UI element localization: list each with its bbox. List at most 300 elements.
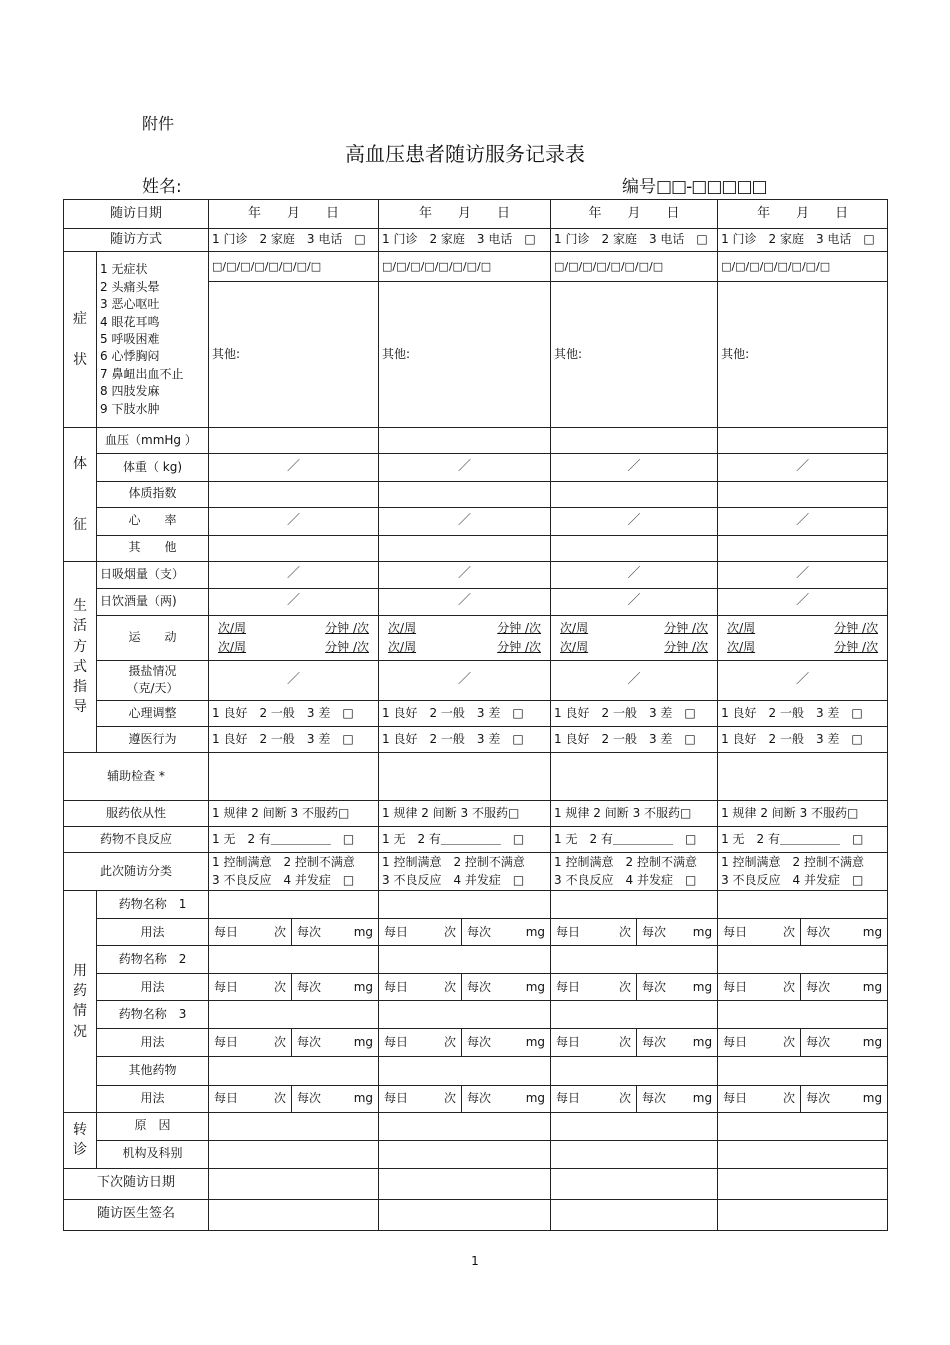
next-visit-field[interactable] — [551, 1168, 718, 1199]
salt-field[interactable]: ／ — [718, 660, 888, 700]
doctor-sign-field[interactable] — [209, 1199, 379, 1230]
form-title: 高血压患者随访服务记录表 — [345, 142, 585, 166]
heart-rate-field[interactable]: ／ — [209, 507, 379, 535]
bmi-field[interactable] — [551, 481, 718, 507]
exercise-freq: 次/周 — [560, 639, 589, 654]
daily-label: 每日 — [384, 924, 409, 939]
dose-each[interactable] — [292, 974, 379, 1001]
symptom-list — [97, 252, 209, 428]
dose-daily[interactable] — [379, 1085, 462, 1112]
dose-each[interactable] — [462, 1085, 551, 1112]
table-row — [64, 700, 888, 726]
referral-reason-label: 原 因 — [97, 1112, 209, 1140]
group-label: 症 状 — [73, 311, 87, 368]
classification-line: 3 不良反应 4 并发症 □ — [721, 872, 864, 887]
mg-label: mg — [862, 1035, 883, 1050]
drinking-field[interactable]: ／ — [718, 588, 888, 615]
aux-exam-field[interactable] — [551, 752, 718, 800]
dose-daily[interactable] — [718, 1029, 801, 1057]
dose-daily[interactable] — [379, 974, 462, 1001]
doctor-sign-field[interactable] — [551, 1199, 718, 1230]
each-label: 每次 — [642, 924, 667, 939]
each-label: 每次 — [806, 979, 831, 994]
salt-field[interactable]: ／ — [551, 660, 718, 700]
symptom-other-field[interactable]: 其他: — [379, 282, 551, 428]
mg-label: mg — [353, 1090, 374, 1105]
heart-rate-field[interactable]: ／ — [718, 507, 888, 535]
dose-daily[interactable] — [379, 1029, 462, 1057]
daily-label: 每日 — [556, 1035, 581, 1050]
adverse-options[interactable]: 1 无 2 有＿＿＿＿＿ □ — [551, 827, 718, 853]
times-label: 次 — [783, 1035, 796, 1050]
weight-field[interactable]: ／ — [718, 454, 888, 481]
drug-name-label: 药物名称 1 — [97, 891, 209, 919]
mg-label: mg — [862, 924, 883, 939]
exercise-duration: 分钟 /次 — [664, 621, 709, 636]
medication-group-label — [64, 891, 97, 1112]
table-row — [64, 853, 888, 891]
drug-name-field[interactable] — [379, 891, 551, 919]
table-row — [64, 752, 888, 800]
symptom-item: 8 四肢发麻 — [100, 384, 160, 399]
doctor-sign-label: 随访医生签名 — [64, 1199, 209, 1230]
compliance-options[interactable]: 1 良好 2 一般 3 差 □ — [209, 726, 379, 752]
table-row — [64, 1112, 888, 1140]
dose-daily[interactable] — [209, 974, 292, 1001]
visit-mode-label: 随访方式 — [64, 229, 209, 252]
doctor-sign-field[interactable] — [718, 1199, 888, 1230]
mg-label: mg — [862, 1090, 883, 1105]
table-row — [64, 1085, 888, 1112]
drinking-field[interactable]: ／ — [379, 588, 551, 615]
times-label: 次 — [444, 979, 457, 994]
times-label: 次 — [274, 979, 287, 994]
usage-label: 用法 — [97, 1085, 209, 1112]
drug-name-field[interactable] — [209, 891, 379, 919]
each-label: 每次 — [297, 1035, 322, 1050]
smoking-field[interactable]: ／ — [209, 561, 379, 588]
exercise-freq: 次/周 — [560, 621, 589, 636]
visit-date-label: 随访日期 — [64, 200, 209, 229]
adverse-options[interactable]: 1 无 2 有＿＿＿＿＿ □ — [209, 827, 379, 853]
weight-label: 体重（ kg) — [97, 454, 209, 481]
each-label: 每次 — [467, 979, 492, 994]
psych-options[interactable]: 1 良好 2 一般 3 差 □ — [209, 700, 379, 726]
each-label: 每次 — [806, 1090, 831, 1105]
visit-mode-options[interactable]: 1 门诊 2 家庭 3 电话 □ — [379, 229, 551, 252]
symptom-item: 5 呼吸困难 — [100, 332, 160, 347]
mg-label: mg — [525, 1090, 546, 1105]
symptom-item: 9 下肢水肿 — [100, 401, 160, 416]
dose-each[interactable] — [801, 974, 888, 1001]
visit-date-field[interactable]: 年 月 日 — [551, 200, 718, 229]
exercise-duration: 分钟 /次 — [497, 639, 542, 654]
bmi-field[interactable] — [379, 481, 551, 507]
classification-line: 3 不良反应 4 并发症 □ — [554, 872, 697, 887]
doctor-sign-field[interactable] — [379, 1199, 551, 1230]
referral-group-label — [64, 1112, 97, 1168]
usage-label: 用法 — [97, 1029, 209, 1057]
compliance-options[interactable]: 1 良好 2 一般 3 差 □ — [379, 726, 551, 752]
symptom-item: 3 恶心呕吐 — [100, 297, 160, 312]
psych-options[interactable]: 1 良好 2 一般 3 差 □ — [551, 700, 718, 726]
daily-label: 每日 — [214, 1035, 239, 1050]
referral-reason-field[interactable] — [551, 1112, 718, 1140]
weight-field[interactable]: ／ — [551, 454, 718, 481]
bp-field[interactable] — [718, 428, 888, 454]
drug-name-field[interactable] — [551, 1001, 718, 1029]
usage-label: 用法 — [97, 919, 209, 946]
daily-label: 每日 — [556, 1090, 581, 1105]
drug-name-field[interactable] — [209, 1057, 379, 1085]
daily-label: 每日 — [214, 979, 239, 994]
referral-institution-label: 机构及科别 — [97, 1140, 209, 1168]
table-row — [64, 1001, 888, 1029]
table-row — [64, 726, 888, 752]
dose-daily[interactable] — [718, 1085, 801, 1112]
classification-line: 1 控制满意 2 控制不满意 — [554, 855, 697, 870]
dose-daily[interactable] — [551, 919, 637, 946]
referral-reason-field[interactable] — [718, 1112, 888, 1140]
smoking-field[interactable]: ／ — [551, 561, 718, 588]
drug-name-label: 其他药物 — [97, 1057, 209, 1085]
group-label: 生 活 方 式 指 导 — [73, 597, 87, 716]
classification-options[interactable] — [551, 853, 718, 891]
visit-date-field[interactable]: 年 月 日 — [379, 200, 551, 229]
symptom-other-field[interactable]: 其他: — [209, 282, 379, 428]
next-visit-field[interactable] — [379, 1168, 551, 1199]
times-label: 次 — [619, 979, 632, 994]
group-label: 用 药 情 况 — [73, 962, 87, 1040]
signs-other-field[interactable] — [718, 535, 888, 561]
med-adherence-options[interactable]: 1 规律 2 间断 3 不服药□ — [551, 801, 718, 827]
dose-daily[interactable] — [209, 1029, 292, 1057]
classification-line: 3 不良反应 4 并发症 □ — [382, 872, 525, 887]
times-label: 次 — [619, 924, 632, 939]
drug-name-field[interactable] — [718, 1001, 888, 1029]
compliance-options[interactable]: 1 良好 2 一般 3 差 □ — [551, 726, 718, 752]
each-label: 每次 — [806, 1035, 831, 1050]
times-label: 次 — [619, 1035, 632, 1050]
visit-date-field[interactable]: 年 月 日 — [209, 200, 379, 229]
patient-code-label — [622, 172, 767, 197]
dose-each[interactable] — [462, 974, 551, 1001]
table-row — [64, 1140, 888, 1168]
compliance-label: 遵医行为 — [97, 726, 209, 752]
mg-label: mg — [525, 1035, 546, 1050]
dose-daily[interactable] — [551, 974, 637, 1001]
times-label: 次 — [783, 1090, 796, 1105]
classification-options[interactable] — [379, 853, 551, 891]
dose-each[interactable] — [801, 1029, 888, 1057]
symptom-item: 1 无症状 — [100, 262, 148, 277]
code-text: 编号 — [622, 177, 656, 197]
symptom-item: 7 鼻衄出血不止 — [100, 366, 184, 381]
page-number: 1 — [471, 1254, 479, 1268]
aux-exam-label: 辅助检查 * — [64, 752, 209, 800]
heart-rate-field[interactable]: ／ — [551, 507, 718, 535]
referral-reason-field[interactable] — [379, 1112, 551, 1140]
visit-date-field[interactable]: 年 月 日 — [718, 200, 888, 229]
times-label: 次 — [444, 1090, 457, 1105]
heart-rate-field[interactable]: ／ — [379, 507, 551, 535]
followup-form-table — [63, 199, 888, 1231]
adverse-options[interactable]: 1 无 2 有＿＿＿＿＿ □ — [718, 827, 888, 853]
bmi-label: 体质指数 — [97, 481, 209, 507]
psych-label: 心理调整 — [97, 700, 209, 726]
exercise-field[interactable] — [379, 615, 551, 660]
drug-name-field[interactable] — [379, 946, 551, 974]
weight-field[interactable]: ／ — [379, 454, 551, 481]
smoking-label: 日吸烟量（支） — [97, 561, 209, 588]
each-label: 每次 — [642, 979, 667, 994]
bp-field[interactable] — [209, 428, 379, 454]
daily-label: 每日 — [723, 1090, 748, 1105]
each-label: 每次 — [467, 1035, 492, 1050]
symptom-item: 6 心悸胸闷 — [100, 349, 160, 364]
daily-label: 每日 — [384, 979, 409, 994]
compliance-options[interactable]: 1 良好 2 一般 3 差 □ — [718, 726, 888, 752]
drug-name-field[interactable] — [551, 946, 718, 974]
drinking-field[interactable]: ／ — [551, 588, 718, 615]
exercise-duration: 分钟 /次 — [325, 621, 370, 636]
adverse-label: 药物不良反应 — [64, 827, 209, 853]
signs-other-label: 其 他 — [97, 535, 209, 561]
dose-each[interactable] — [637, 1029, 718, 1057]
classification-line: 1 控制满意 2 控制不满意 — [212, 855, 355, 870]
drug-name-label: 药物名称 3 — [97, 1001, 209, 1029]
med-adherence-options[interactable]: 1 规律 2 间断 3 不服药□ — [718, 801, 888, 827]
aux-exam-field[interactable] — [718, 752, 888, 800]
classification-options[interactable] — [209, 853, 379, 891]
attachment-label: 附件 — [142, 114, 175, 133]
table-row — [64, 919, 888, 946]
drug-name-field[interactable] — [379, 1057, 551, 1085]
symptom-group-label — [64, 252, 97, 428]
dose-each[interactable] — [292, 1029, 379, 1057]
daily-label: 每日 — [556, 979, 581, 994]
code-boxes[interactable]: □□-□□□□□ — [656, 177, 767, 197]
exercise-duration: 分钟 /次 — [834, 621, 879, 636]
referral-institution-field[interactable] — [209, 1140, 379, 1168]
referral-institution-field[interactable] — [718, 1140, 888, 1168]
aux-exam-field[interactable] — [209, 752, 379, 800]
each-label: 每次 — [806, 924, 831, 939]
times-label: 次 — [783, 979, 796, 994]
table-row — [64, 229, 888, 252]
daily-label: 每日 — [214, 1090, 239, 1105]
exercise-freq: 次/周 — [727, 621, 756, 636]
mg-label: mg — [525, 924, 546, 939]
smoking-field[interactable]: ／ — [379, 561, 551, 588]
exercise-duration: 分钟 /次 — [497, 621, 542, 636]
exercise-duration: 分钟 /次 — [325, 639, 370, 654]
dose-daily[interactable] — [209, 1085, 292, 1112]
exercise-freq: 次/周 — [218, 621, 247, 636]
smoking-field[interactable]: ／ — [718, 561, 888, 588]
aux-exam-field[interactable] — [379, 752, 551, 800]
exercise-field[interactable] — [551, 615, 718, 660]
drinking-label: 日饮酒量（两) — [97, 588, 209, 615]
drug-name-field[interactable] — [718, 1057, 888, 1085]
classification-options[interactable] — [718, 853, 888, 891]
dose-each[interactable] — [462, 919, 551, 946]
table-row — [64, 535, 888, 561]
dose-each[interactable] — [801, 919, 888, 946]
psych-options[interactable]: 1 良好 2 一般 3 差 □ — [718, 700, 888, 726]
table-row — [64, 827, 888, 853]
heart-rate-label: 心 率 — [97, 507, 209, 535]
dose-daily[interactable] — [718, 974, 801, 1001]
dose-each[interactable] — [462, 1029, 551, 1057]
bmi-field[interactable] — [209, 481, 379, 507]
classification-line: 1 控制满意 2 控制不满意 — [382, 855, 525, 870]
dose-daily[interactable] — [209, 919, 292, 946]
times-label: 次 — [783, 924, 796, 939]
each-label: 每次 — [297, 1090, 322, 1105]
referral-reason-field[interactable] — [209, 1112, 379, 1140]
dose-daily[interactable] — [551, 1029, 637, 1057]
drug-name-field[interactable] — [718, 946, 888, 974]
times-label: 次 — [444, 1035, 457, 1050]
exercise-field[interactable] — [209, 615, 379, 660]
bp-field[interactable] — [551, 428, 718, 454]
exercise-duration: 分钟 /次 — [834, 639, 879, 654]
each-label: 每次 — [467, 1090, 492, 1105]
table-row — [64, 1168, 888, 1199]
visit-mode-options[interactable]: 1 门诊 2 家庭 3 电话 □ — [718, 229, 888, 252]
salt-label: 摄盐情况 （克/天） — [97, 660, 209, 700]
times-label: 次 — [444, 924, 457, 939]
salt-field[interactable]: ／ — [379, 660, 551, 700]
exercise-label: 运 动 — [97, 615, 209, 660]
times-label: 次 — [274, 924, 287, 939]
table-row — [64, 891, 888, 919]
each-label: 每次 — [642, 1090, 667, 1105]
dose-daily[interactable] — [379, 919, 462, 946]
table-row — [64, 946, 888, 974]
symptom-item: 2 头痛头晕 — [100, 279, 160, 294]
times-label: 次 — [274, 1090, 287, 1105]
signs-other-field[interactable] — [551, 535, 718, 561]
drug-name-field[interactable] — [209, 1001, 379, 1029]
each-label: 每次 — [297, 979, 322, 994]
dose-each[interactable] — [637, 919, 718, 946]
times-label: 次 — [619, 1090, 632, 1105]
signs-other-field[interactable] — [379, 535, 551, 561]
table-row — [64, 660, 888, 700]
dose-each[interactable] — [292, 919, 379, 946]
bp-field[interactable] — [379, 428, 551, 454]
symptom-checkboxes[interactable]: □/□/□/□/□/□/□/□ — [209, 252, 379, 282]
mg-label: mg — [862, 979, 883, 994]
mg-label: mg — [692, 924, 713, 939]
daily-label: 每日 — [723, 1035, 748, 1050]
visit-mode-options[interactable]: 1 门诊 2 家庭 3 电话 □ — [209, 229, 379, 252]
each-label: 每次 — [467, 924, 492, 939]
drug-name-field[interactable] — [551, 1057, 718, 1085]
daily-label: 每日 — [384, 1090, 409, 1105]
classification-line: 3 不良反应 4 并发症 □ — [212, 872, 355, 887]
exercise-freq: 次/周 — [388, 621, 417, 636]
table-row — [64, 507, 888, 535]
next-visit-label: 下次随访日期 — [64, 1168, 209, 1199]
dose-each[interactable] — [292, 1085, 379, 1112]
symptom-other-field[interactable]: 其他: — [551, 282, 718, 428]
drug-name-field[interactable] — [209, 946, 379, 974]
table-row — [64, 588, 888, 615]
times-label: 次 — [274, 1035, 287, 1050]
dose-daily[interactable] — [551, 1085, 637, 1112]
signs-group-label — [64, 428, 97, 561]
drug-name-field[interactable] — [551, 891, 718, 919]
patient-name-label: 姓名: — [142, 177, 182, 197]
med-adherence-options[interactable]: 1 规律 2 间断 3 不服药□ — [209, 801, 379, 827]
weight-field[interactable]: ／ — [209, 454, 379, 481]
classification-label: 此次随访分类 — [64, 853, 209, 891]
salt-field[interactable]: ／ — [209, 660, 379, 700]
referral-institution-field[interactable] — [379, 1140, 551, 1168]
dose-each[interactable] — [637, 974, 718, 1001]
table-row — [64, 615, 888, 660]
drinking-field[interactable]: ／ — [209, 588, 379, 615]
mg-label: mg — [525, 979, 546, 994]
daily-label: 每日 — [723, 979, 748, 994]
visit-mode-options[interactable]: 1 门诊 2 家庭 3 电话 □ — [551, 229, 718, 252]
referral-institution-field[interactable] — [551, 1140, 718, 1168]
lifestyle-group-label — [64, 561, 97, 752]
daily-label: 每日 — [723, 924, 748, 939]
mg-label: mg — [692, 1035, 713, 1050]
bmi-field[interactable] — [718, 481, 888, 507]
table-row — [64, 428, 888, 454]
symptom-other-field[interactable]: 其他: — [718, 282, 888, 428]
exercise-field[interactable] — [718, 615, 888, 660]
symptom-checkboxes[interactable]: □/□/□/□/□/□/□/□ — [718, 252, 888, 282]
exercise-duration: 分钟 /次 — [664, 639, 709, 654]
each-label: 每次 — [297, 924, 322, 939]
next-visit-field[interactable] — [718, 1168, 888, 1199]
daily-label: 每日 — [214, 924, 239, 939]
mg-label: mg — [692, 1090, 713, 1105]
psych-options[interactable]: 1 良好 2 一般 3 差 □ — [379, 700, 551, 726]
mg-label: mg — [353, 924, 374, 939]
symptom-checkboxes[interactable]: □/□/□/□/□/□/□/□ — [379, 252, 551, 282]
symptom-checkboxes[interactable]: □/□/□/□/□/□/□/□ — [551, 252, 718, 282]
dose-each[interactable] — [801, 1085, 888, 1112]
bp-label: 血压（mmHg ） — [97, 428, 209, 454]
group-label: 转 诊 — [73, 1121, 87, 1159]
med-adherence-options[interactable]: 1 规律 2 间断 3 不服药□ — [379, 801, 551, 827]
adverse-options[interactable]: 1 无 2 有＿＿＿＿＿ □ — [379, 827, 551, 853]
mg-label: mg — [692, 979, 713, 994]
exercise-freq: 次/周 — [218, 639, 247, 654]
table-row — [64, 200, 888, 229]
dose-each[interactable] — [637, 1085, 718, 1112]
drug-name-field[interactable] — [718, 891, 888, 919]
signs-other-field[interactable] — [209, 535, 379, 561]
dose-daily[interactable] — [718, 919, 801, 946]
daily-label: 每日 — [384, 1035, 409, 1050]
mg-label: mg — [353, 979, 374, 994]
table-row — [64, 1057, 888, 1085]
next-visit-field[interactable] — [209, 1168, 379, 1199]
table-row — [64, 974, 888, 1001]
exercise-freq: 次/周 — [388, 639, 417, 654]
table-row — [64, 252, 888, 282]
drug-name-field[interactable] — [379, 1001, 551, 1029]
usage-label: 用法 — [97, 974, 209, 1001]
